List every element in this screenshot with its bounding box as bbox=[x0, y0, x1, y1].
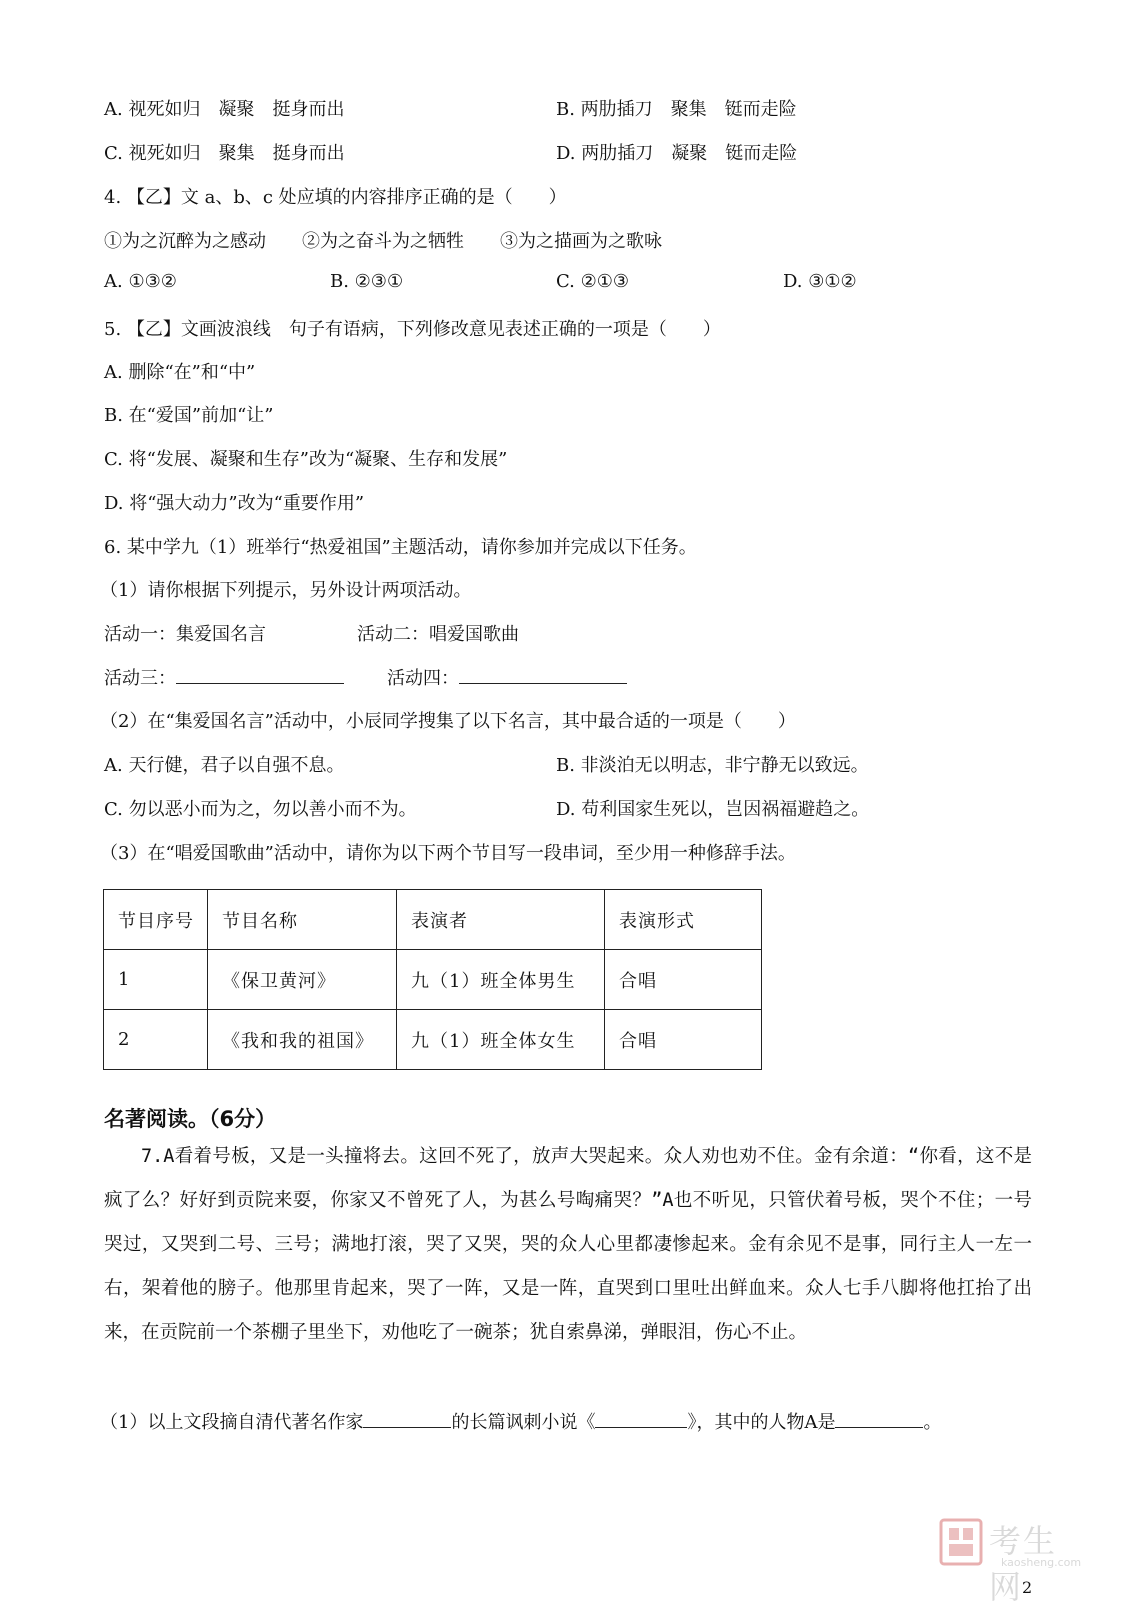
q3-option-a: A. 视死如归 凝聚 挺身而出 bbox=[104, 99, 345, 120]
table-row bbox=[104, 950, 762, 1010]
q6-activity-3 bbox=[104, 664, 344, 690]
q4-option-b: B. ②③① bbox=[330, 271, 404, 292]
answer-blank[interactable] bbox=[363, 1411, 451, 1428]
table-cell: 九（1）班全体女生 bbox=[397, 1010, 605, 1070]
q5-option-d: D. 将“强大动力”改为“重要作用” bbox=[104, 493, 365, 514]
q5-option-a: A. 删除“在”和“中” bbox=[104, 362, 256, 383]
q6-option-a: A. 天行健，君子以自强不息。 bbox=[104, 755, 345, 776]
table-cell: 合唱 bbox=[605, 1010, 762, 1070]
q4-option-a: A. ①③② bbox=[104, 271, 177, 292]
q5-option-b: B. 在“爱国”前加“让” bbox=[104, 405, 274, 426]
table-header-cell: 表演形式 bbox=[605, 890, 762, 950]
answer-blank[interactable] bbox=[835, 1411, 923, 1428]
table-cell: 《我和我的祖国》 bbox=[208, 1010, 397, 1070]
q7-sub1-text-a: （1）以上文段摘自清代著名作家 bbox=[100, 1412, 364, 1433]
q6-activity-4 bbox=[387, 664, 627, 690]
q4-items: ①为之沉醉为之感动 ②为之奋斗为之牺牲 ③为之描画为之歌咏 bbox=[104, 231, 662, 252]
table-cell: 《保卫黄河》 bbox=[208, 950, 397, 1010]
q6-sub3: （3）在“唱爱国歌曲”活动中，请你为以下两个节目写一段串词，至少用一种修辞手法。 bbox=[100, 843, 796, 864]
q7-sub1 bbox=[100, 1408, 941, 1434]
watermark-cn: 考生网 bbox=[989, 1522, 1058, 1606]
watermark-url: kaosheng.com bbox=[1001, 1556, 1082, 1569]
answer-blank[interactable] bbox=[595, 1411, 687, 1428]
q5-stem: 5. 【乙】文画波浪线 句子有语病，下列修改意见表述正确的一项是（ ） bbox=[104, 319, 721, 340]
page-number: 2 bbox=[1022, 1578, 1033, 1597]
q4-option-d: D. ③①② bbox=[783, 271, 857, 292]
q7-passage: 7.A看着号板，又是一头撞将去。这回不死了，放声大哭起来。众人劝也劝不住。金有余道：“你看，这不是疯了么？好好到贡院来耍，你家又不曾死了人，为甚么号啕痛哭？”A也不听见，只管伏着号板，哭个不住；一号哭过，又哭到二号、三号；满地打滚，哭了又哭，哭的众人心里都凄惨起来。金有余见不是事，同行主人一左一右，架着他的膀子。他那里肯起来，哭了一阵，又是一阵，直哭到口里吐出鲜血来。众人七手八脚将他扛抬了出来，在贡院前一个茶棚子里坐下，劝他吃了一碗茶；犹自索鼻涕，弹眼泪，伤心不止。 bbox=[104, 1146, 1032, 1343]
section-title: 名著阅读。（6分） bbox=[104, 1107, 277, 1131]
q4-option-c: C. ②①③ bbox=[556, 271, 629, 292]
answer-blank[interactable] bbox=[176, 667, 344, 684]
table-cell: 九（1）班全体男生 bbox=[397, 950, 605, 1010]
q3-option-d: D. 两肋插刀 凝聚 铤而走险 bbox=[556, 143, 798, 164]
answer-blank[interactable] bbox=[459, 667, 627, 684]
q6-option-c: C. 勿以恶小而为之，勿以善小而不为。 bbox=[104, 799, 417, 820]
q3-option-c: C. 视死如归 聚集 挺身而出 bbox=[104, 143, 345, 164]
watermark bbox=[939, 1514, 1089, 1606]
program-table bbox=[103, 889, 762, 1070]
table-cell: 1 bbox=[104, 950, 208, 1010]
q6-activity-3-label: 活动三： bbox=[104, 668, 176, 689]
q6-sub2: （2）在“集爱国名言”活动中，小辰同学搜集了以下名言，其中最合适的一项是（ ） bbox=[100, 711, 796, 732]
q3-option-b: B. 两肋插刀 聚集 铤而走险 bbox=[556, 99, 797, 120]
kaosheng-logo-icon bbox=[939, 1518, 983, 1566]
q4-stem: 4. 【乙】文 a、b、c 处应填的内容排序正确的是（ ） bbox=[104, 187, 567, 208]
q6-activity-4-label: 活动四： bbox=[387, 668, 459, 689]
q6-activity-2: 活动二：唱爱国歌曲 bbox=[357, 624, 519, 645]
q5-option-c: C. 将“发展、凝聚和生存”改为“凝聚、生存和发展” bbox=[104, 449, 508, 470]
q6-option-b: B. 非淡泊无以明志，非宁静无以致远。 bbox=[556, 755, 869, 776]
table-header-cell: 节目名称 bbox=[208, 890, 397, 950]
q6-sub1: （1）请你根据下列提示，另外设计两项活动。 bbox=[100, 580, 472, 601]
q7-sub1-text-b: 的长篇讽刺小说《 bbox=[451, 1412, 596, 1433]
table-header-row bbox=[104, 890, 762, 950]
table-header-cell: 表演者 bbox=[397, 890, 605, 950]
q6-activity-1: 活动一：集爱国名言 bbox=[104, 624, 266, 645]
table-header-cell: 节目序号 bbox=[104, 890, 208, 950]
table-cell: 合唱 bbox=[605, 950, 762, 1010]
q7-sub1-text-c: 》，其中的人物A是 bbox=[687, 1412, 836, 1433]
table-row bbox=[104, 1010, 762, 1070]
q6-stem: 6. 某中学九（1）班举行“热爱祖国”主题活动，请你参加并完成以下任务。 bbox=[104, 537, 697, 558]
table-cell: 2 bbox=[104, 1010, 208, 1070]
q7-sub1-text-d: 。 bbox=[923, 1412, 942, 1433]
q6-option-d: D. 苟利国家生死以，岂因祸福避趋之。 bbox=[556, 799, 870, 820]
